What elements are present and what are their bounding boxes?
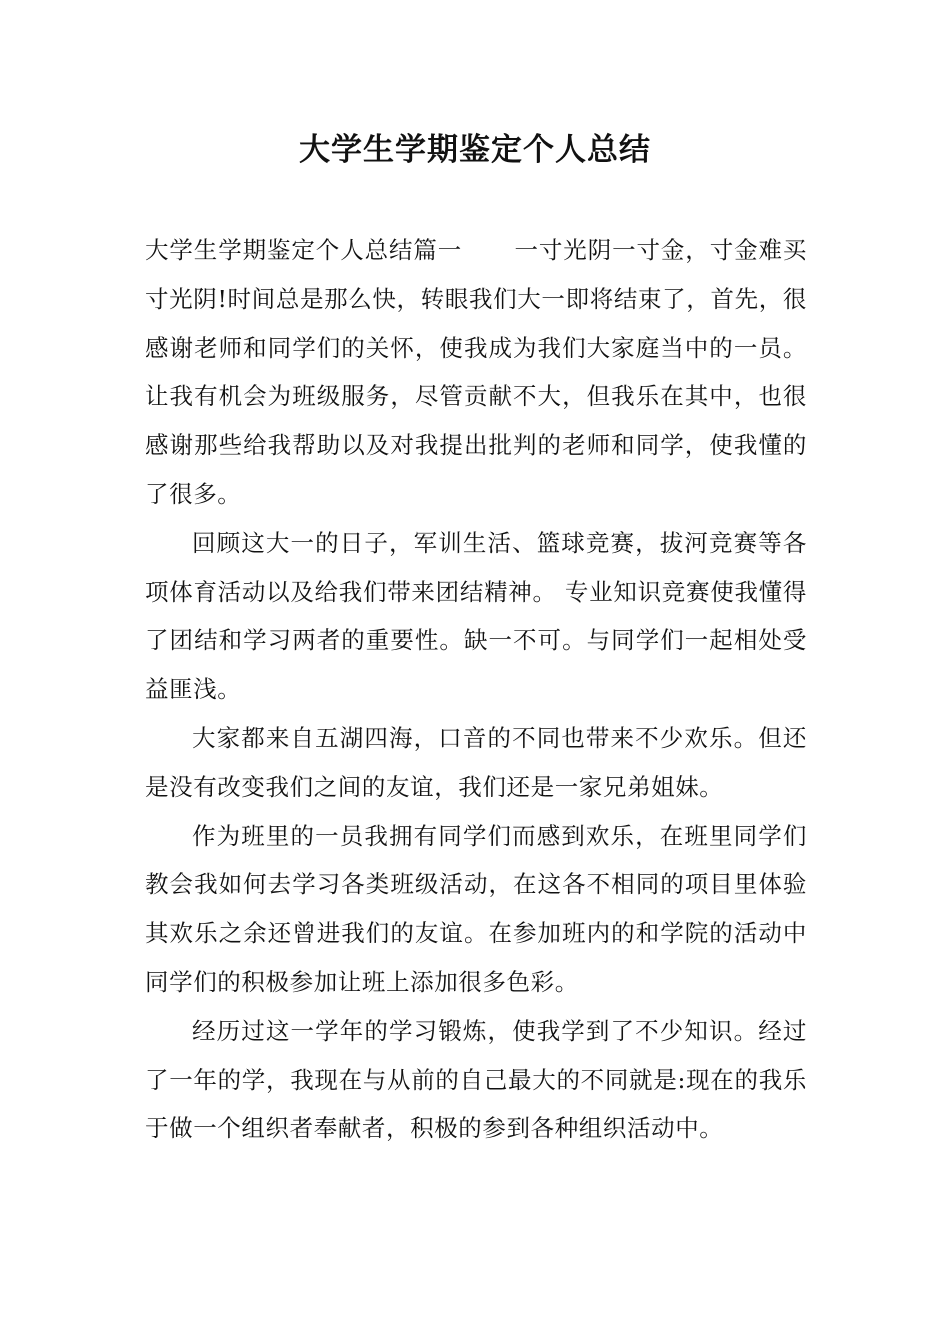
paragraph-2: 回顾这大一的日子，军训生活、篮球竞赛，拔河竞赛等各项体育活动以及给我们带来团结精神。 专业知识竞赛使我懂得了团结和学习两者的重要性。缺一不可。与同学们一起相处受益匪浅。 (145, 528, 807, 704)
paragraph-5: 经历过这一学年的学习锻炼，使我学到了不少知识。经过了一年的学，我现在与从前的自己最大的不同就是:现在的我乐于做一个组织者奉献者，积极的参到各种组织活动中。 (145, 1016, 807, 1143)
paragraph-1 (145, 226, 807, 519)
paragraph-4: 作为班里的一员我拥有同学们而感到欢乐，在班里同学们教会我如何去学习各类班级活动，在这各不相同的项目里体验其欢乐之余还曾进我们的友谊。在参加班内的和学院的活动中同学们的积极参加让班上添加很多色彩。 (145, 821, 807, 996)
paragraph-1-text: 一寸光阴一寸金，寸金难买寸光阴!时间总是那么快，转眼我们大一即将结束了，首先，很感谢老师和同学们的关怀，使我成为我们大家庭当中的一员。让我有机会为班级服务，尽管贡献不大，但我乐在其中，也很感谢那些给我帮助以及对我提出批判的老师和同学，使我懂的了很多。 (145, 236, 807, 508)
paragraph-3: 大家都来自五湖四海，口音的不同也带来不少欢乐。但还是没有改变我们之间的友谊，我们还是一家兄弟姐妹。 (145, 723, 807, 801)
section-heading: 大学生学期鉴定个人总结篇一 (145, 236, 463, 264)
document-body (145, 226, 807, 1153)
document-title: 大学生学期鉴定个人总结 (299, 132, 651, 168)
